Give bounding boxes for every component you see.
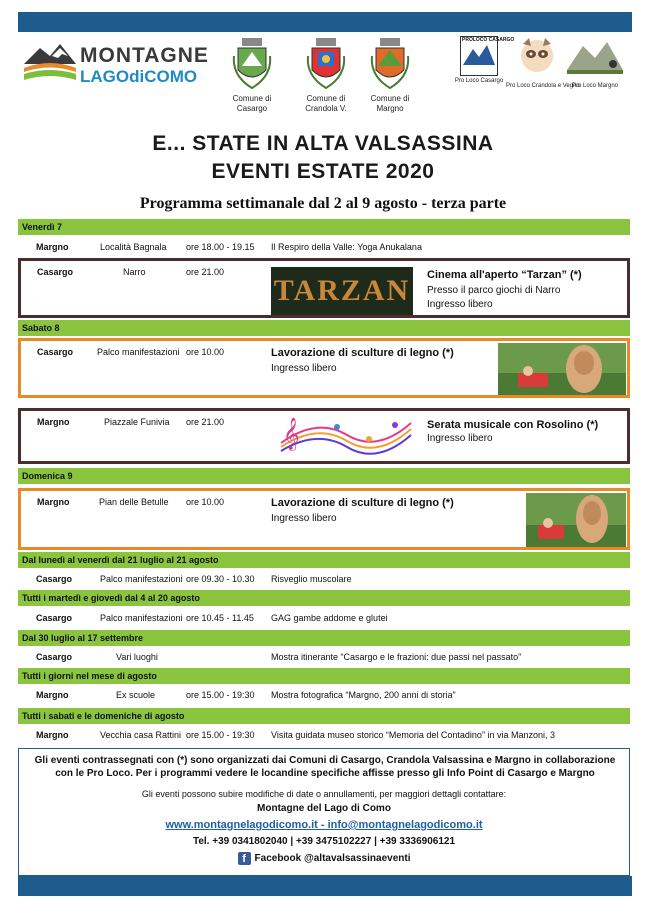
footer-organization: Montagne del Lago di Como — [257, 803, 391, 814]
event-description: Mostra fotografica “Margno, 200 anni di storia” — [271, 690, 456, 700]
proloco-margno — [564, 36, 626, 89]
logo-title: MONTAGNE — [80, 44, 209, 67]
page-title-year: EVENTI ESTATE 2020 — [211, 160, 435, 183]
event-time: ore 10.00 — [186, 347, 225, 357]
period-header: Dal lunedì al venerdì dal 21 luglio al 21 agosto — [18, 552, 630, 568]
event-place: Margno — [36, 242, 69, 252]
period-header: Tutti i martedì e giovedì dal 4 al 20 agosto — [18, 590, 630, 606]
event-place: Casargo — [36, 652, 73, 662]
event-location: Piazzale Funivia — [104, 417, 170, 427]
event-place: Casargo — [36, 574, 73, 584]
coat-of-arms-icon — [304, 36, 348, 92]
bottom-bar — [18, 876, 632, 896]
crest-crandola — [296, 36, 356, 114]
proloco-crandola — [506, 36, 580, 89]
event-place: Casargo — [37, 347, 74, 357]
footer-phone-numbers: Tel. +39 0341802040 | +39 3475102227 | +39 3336906121 — [192, 836, 456, 847]
svg-text:𝄞: 𝄞 — [283, 417, 300, 450]
period-header: Tutti i sabati e le domeniche di agosto — [18, 708, 630, 724]
event-time: ore 15.00 - 19:30 — [186, 730, 255, 740]
event-title: Cinema all'aperto “Tarzan” (*) — [427, 269, 582, 281]
event-location: Località Bagnala — [100, 242, 167, 252]
period-header: Dal 30 luglio al 17 settembre — [18, 630, 630, 646]
event-location: Narro — [123, 267, 146, 277]
event-detail: Ingresso libero — [427, 433, 493, 444]
event-location: Ex scuole — [116, 690, 156, 700]
wood-sculpture-photo — [526, 493, 626, 547]
event-place: Margno — [36, 730, 69, 740]
event-place: Margno — [37, 417, 70, 427]
event-time: ore 18.00 - 19.15 — [186, 242, 255, 252]
facebook-icon: f — [238, 852, 251, 865]
footer-facebook[interactable] — [19, 852, 629, 865]
top-bar — [18, 12, 632, 32]
event-box-tarzan — [18, 258, 630, 318]
logo-subtitle: LAGOdiCOMO — [80, 67, 198, 86]
event-title: Lavorazione di sculture di legno (*) — [271, 497, 454, 509]
proloco-casargo-logo — [460, 36, 515, 76]
event-time: ore 09.30 - 10.30 — [186, 574, 255, 584]
event-box-sculture — [18, 338, 630, 398]
page-title: E... STATE IN ALTA VALSASSINA — [152, 132, 494, 155]
event-place: Margno — [36, 690, 69, 700]
event-description: Risveglio muscolare — [271, 574, 352, 584]
wood-sculpture-photo — [498, 343, 626, 395]
event-location: Vecchia casa Rattini — [100, 730, 182, 740]
event-title: Serata musicale con Rosolino (*) — [427, 419, 599, 431]
crest-casargo — [222, 36, 282, 114]
event-detail: Presso il parco giochi di Narro — [427, 285, 561, 296]
event-detail: Ingresso libero — [271, 363, 337, 374]
event-place: Casargo — [37, 267, 74, 277]
crest-label: Comune di Casargo — [232, 94, 272, 113]
crest-margno — [360, 36, 420, 114]
period-header: Tutti i giorni nel mese di agosto — [18, 668, 630, 684]
proloco-casargo — [448, 36, 515, 84]
proloco-label: Pro Loco Crandola e Vegno — [506, 83, 580, 89]
event-location: Vari luoghi — [116, 652, 158, 662]
event-description: Mostra itinerante “Casargo e le frazioni: due passi nel passato” — [271, 652, 522, 662]
montagne-logo — [22, 36, 212, 96]
event-location: Palco manifestazioni — [97, 347, 180, 357]
event-time: ore 15.00 - 19:30 — [186, 690, 255, 700]
tarzan-poster-text: TARZAN — [273, 274, 411, 307]
footer-info-box — [18, 748, 630, 876]
tarzan-poster-image — [271, 267, 413, 315]
event-description: GAG gambe addome e glutei — [271, 613, 388, 623]
event-time: ore 10.00 — [186, 497, 225, 507]
page-subtitle: Programma settimanale dal 2 al 9 agosto - terza parte — [139, 195, 507, 212]
event-detail: Ingresso libero — [271, 513, 337, 524]
footer-disclaimer: Gli eventi possono subire modifiche di date o annullamenti, per maggiori dettagli contattare: — [141, 789, 507, 799]
event-time: ore 21.00 — [186, 417, 225, 427]
event-location: Pian delle Betulle — [99, 497, 169, 507]
proloco-badge: PROLOCO CASARGO — [462, 37, 515, 43]
raccoon-mascot-icon — [515, 36, 559, 76]
day-header: Venerdì 7 — [18, 219, 630, 235]
coat-of-arms-icon — [230, 36, 274, 92]
day-header: Sabato 8 — [18, 320, 630, 336]
day-header: Domenica 9 — [18, 468, 630, 484]
crest-label: Comune di Margno — [370, 94, 410, 113]
event-place: Margno — [37, 497, 70, 507]
facebook-handle: Facebook @altavalsassinaeventi — [254, 853, 411, 865]
event-location: Palco manifestazioni — [100, 574, 183, 584]
footer-note: Gli eventi contrassegnati con (*) sono organizzati dai Comuni di Casargo, Crandola Valsassina e Margno in collaborazione con le Pro Loco. Per i programmi vedere le locandine specifiche affisse presso gli Info Point di Casargo e Margno — [34, 755, 616, 779]
event-detail: Ingresso libero — [427, 299, 493, 310]
event-place: Casargo — [36, 613, 73, 623]
event-location: Palco manifestazioni — [100, 613, 183, 623]
music-notes-icon — [277, 413, 415, 459]
event-box-rosolino — [18, 408, 630, 464]
crest-label: Comune di Crandola V. — [305, 94, 347, 113]
proloco-label: Pro Loco Casargo — [454, 78, 504, 84]
mountain-logo-icon — [22, 36, 78, 86]
event-title: Lavorazione di sculture di legno (*) — [271, 347, 454, 359]
proloco-label: Pro Loco Margno — [571, 83, 619, 89]
coat-of-arms-icon — [368, 36, 412, 92]
event-box-sculture-2 — [18, 488, 630, 550]
footer-website-email-link[interactable]: www.montagnelagodicomo.it - info@montagnelagodicomo.it — [165, 819, 483, 831]
event-time: ore 21.00 — [186, 267, 225, 277]
event-description: Il Respiro della Valle: Yoga Anukalana — [271, 242, 422, 252]
event-description: Visita guidata museo storico “Memoria del Contadino” in via Manzoni, 3 — [271, 730, 555, 740]
mountain-landscape-icon — [565, 36, 625, 76]
event-time: ore 10.45 - 11.45 — [186, 613, 254, 623]
